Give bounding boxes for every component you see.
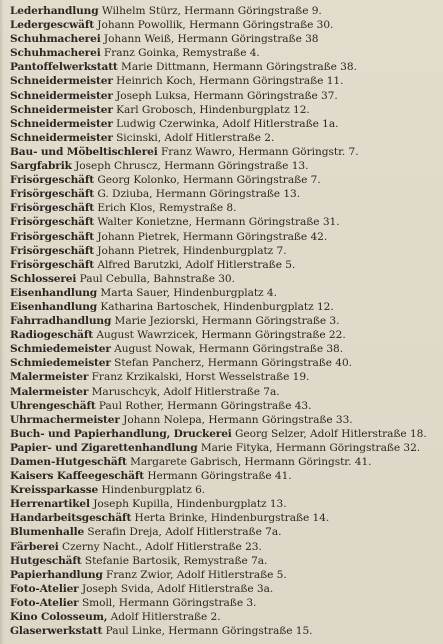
entry-details: Marie Jeziorski, Hermann Göringstraße 3.: [114, 315, 340, 328]
entry-trade: Färberei: [10, 540, 59, 553]
directory-entry: [10, 328, 431, 342]
entry-trade: Uhrengeschäft: [10, 399, 96, 412]
directory-entry: [10, 131, 431, 145]
entry-trade: Schneidermeister: [10, 103, 113, 116]
directory-entry: [10, 540, 431, 554]
directory-entry: [10, 74, 431, 88]
entry-details: Margarete Gabrisch, Hermann Göringstr. 41.: [130, 456, 372, 468]
entry-details: Adolf Hitlerstraße 2.: [110, 611, 221, 624]
entry-details: Marta Sauer, Hindenburgplatz 4.: [100, 286, 277, 299]
entry-details: Marie Dittmann, Hermann Göringstraße 38.: [121, 61, 357, 74]
entry-details: Alfred Barutzki, Adolf Hitlerstraße 5.: [97, 258, 296, 271]
entry-details: Joseph Chruscz, Hermann Göringstraße 13.: [75, 160, 309, 173]
entry-details: Erich Klos, Remystraße 8.: [97, 202, 237, 215]
entry-trade: Schneidermeister: [10, 89, 113, 102]
directory-entry: [10, 230, 431, 244]
entry-trade: Herrenartikel: [10, 498, 90, 511]
entry-trade: Schneidermeister: [10, 131, 113, 144]
entry-details: Sicinski, Adolf Hitlerstraße 2.: [116, 131, 275, 144]
directory-entry: [10, 103, 431, 117]
entry-details: Johann Pietrek, Hermann Göringstraße 42.: [97, 230, 328, 243]
directory-entry: [10, 314, 431, 328]
directory-entry: [10, 117, 431, 131]
entry-details: Walter Konietzne, Hermann Göringstraße 31.: [97, 216, 340, 229]
directory-entry: [10, 32, 431, 46]
entry-trade: Glaserwerkstatt: [10, 625, 103, 638]
entry-details: Joseph Kupilla, Hindenburgplatz 13.: [93, 498, 287, 511]
entry-details: Johann Weiß, Hermann Göringstraße 38: [103, 33, 319, 46]
entry-details: Wilhelm Stürz, Hermann Göringstraße 9.: [101, 5, 322, 17]
entry-details: Franz Goinka, Remystraße 4.: [103, 47, 260, 60]
entry-details: Paul Cebulla, Bahnstraße 30.: [79, 272, 235, 285]
entry-details: Franz Wawro, Hermann Göringstr. 7.: [160, 145, 359, 158]
entry-trade: Pantoffelwerkstatt: [10, 61, 118, 74]
entry-details: Katharina Bartoschek, Hindenburgplatz 12.: [100, 300, 334, 313]
entry-trade: Bau- und Möbeltischlerei: [10, 145, 158, 158]
entry-details: Hindenburgplatz 6.: [101, 484, 206, 497]
entry-details: Stefanie Bartosik, Remystraße 7a.: [84, 554, 268, 567]
directory-entry: [10, 582, 431, 596]
entry-trade: Frisörgeschäft: [10, 230, 95, 243]
entry-details: Karl Grobosch, Hindenburgplatz 12.: [116, 103, 310, 116]
entry-trade: Uhrmachermeister: [10, 413, 120, 426]
directory-entry: [10, 159, 431, 173]
directory-entry: [10, 385, 431, 399]
entry-details: Franz Zwior, Adolf Hitlerstraße 5.: [106, 568, 287, 581]
entry-trade: Papier- und Zigarettenhandlung: [10, 441, 198, 454]
entry-trade: Papierhandlung: [10, 568, 103, 581]
entry-details: Czerny Nacht., Adolf Hitlerstraße 23.: [62, 540, 262, 553]
directory-entry: [10, 300, 431, 314]
entry-trade: Eisenhandlung: [10, 300, 98, 313]
entry-trade: Buch- und Papierhandlung, Druckerei: [10, 427, 232, 440]
directory-entry: [10, 215, 431, 229]
directory-entry: [10, 399, 431, 413]
entry-details: August Wawrzicek, Hermann Göringstraße 22.: [96, 329, 346, 342]
directory-entry: [10, 511, 431, 525]
entry-trade: Frisörgeschäft: [10, 188, 95, 201]
directory-entry: [10, 244, 431, 258]
entry-details: Paul Rother, Hermann Göringstraße 43.: [98, 399, 312, 412]
directory-entry: [10, 568, 431, 582]
entry-trade: Ledergescwäft: [10, 19, 94, 32]
entry-details: Stefan Pancherz, Hermann Göringstraße 40.: [114, 357, 352, 370]
directory-entry: [10, 427, 431, 441]
directory-entry: [10, 272, 431, 286]
entry-trade: Frisörgeschäft: [10, 174, 95, 187]
entry-trade: Schlosserei: [10, 272, 77, 285]
entry-trade: Lederhandlung: [10, 5, 99, 17]
entry-trade: Malermeister: [10, 371, 89, 384]
directory-entry: [10, 441, 431, 455]
entry-details: Marie Fityka, Hermann Göringstraße 32.: [200, 441, 421, 454]
entry-details: Paul Linke, Hermann Göringstraße 15.: [105, 625, 313, 638]
directory-entry: [10, 342, 431, 356]
entry-details: G. Dziuba, Hermann Göringstraße 13.: [97, 188, 301, 201]
entry-trade: Schmiedemeister: [10, 343, 111, 356]
entry-details: Joseph Svida, Adolf Hitlerstraße 3a.: [81, 582, 274, 595]
directory-entry: [10, 187, 431, 201]
entry-trade: Schneidermeister: [10, 117, 113, 130]
entry-details: Georg Kolonko, Hermann Göringstraße 7.: [97, 174, 321, 187]
business-directory-list: [10, 4, 431, 638]
entry-trade: Schuhmacherei: [10, 47, 101, 60]
entry-trade: Kreissparkasse: [10, 484, 99, 497]
entry-details: Hermann Göringstraße 41.: [147, 470, 292, 483]
entry-trade: Kaisers Kaffeegeschäft: [10, 470, 144, 483]
entry-trade: Frisörgeschäft: [10, 216, 95, 229]
directory-entry: [10, 258, 431, 272]
directory-entry: [10, 455, 431, 469]
entry-details: Johann Nolepa, Hermann Göringstraße 33.: [123, 413, 353, 426]
entry-details: August Nowak, Hermann Göringstraße 38.: [114, 343, 344, 356]
directory-entry: [10, 60, 431, 74]
entry-trade: Eisenhandlung: [10, 286, 98, 299]
entry-trade: Malermeister: [10, 385, 89, 398]
directory-entry: [10, 201, 431, 215]
entry-details: Georg Selzer, Adolf Hitlerstraße 18.: [235, 427, 427, 440]
entry-trade: Foto-Atelier: [10, 596, 79, 609]
entry-trade: Frisörgeschäft: [10, 244, 95, 257]
directory-entry: [10, 286, 431, 300]
directory-entry: [10, 610, 431, 624]
directory-entry: [10, 554, 431, 568]
directory-entry: [10, 483, 431, 497]
entry-trade: Schmiedemeister: [10, 357, 111, 370]
directory-entry: [10, 413, 431, 427]
directory-entry: [10, 596, 431, 610]
entry-trade: Kino Colosseum,: [10, 611, 108, 624]
entry-details: Herta Brinke, Hindenburgstraße 14.: [134, 512, 330, 525]
directory-entry: [10, 18, 431, 32]
entry-trade: Handarbeitsgeschäft: [10, 512, 132, 525]
directory-entry: [10, 525, 431, 539]
entry-trade: Schuhmacherei: [10, 33, 101, 46]
directory-entry: [10, 624, 431, 638]
directory-entry: [10, 497, 431, 511]
directory-entry: [10, 356, 431, 370]
entry-trade: Fahrradhandlung: [10, 315, 112, 328]
directory-entry: [10, 145, 431, 159]
entry-details: Heinrich Koch, Hermann Göringstraße 11.: [116, 75, 344, 88]
entry-details: Franz Krzikalski, Horst Wesselstraße 19.: [91, 371, 310, 384]
entry-trade: Radiogeschäft: [10, 329, 94, 342]
directory-entry: [10, 89, 431, 103]
entry-details: Smoll, Hermann Göringstraße 3.: [81, 596, 257, 609]
entry-trade: Frisörgeschäft: [10, 202, 95, 215]
entry-details: Maruschcyk, Adolf Hitlerstraße 7a.: [91, 385, 280, 398]
entry-trade: Damen-Hutgeschäft: [10, 456, 127, 468]
directory-entry: [10, 4, 431, 18]
entry-trade: Frisörgeschäft: [10, 258, 95, 271]
directory-entry: [10, 469, 431, 483]
entry-details: Johann Powollik, Hermann Göringstraße 30.: [97, 19, 334, 32]
entry-details: Ludwig Czerwinka, Adolf Hitlerstraße 1a.: [116, 117, 339, 130]
entry-trade: Sargfabrik: [10, 160, 72, 173]
entry-details: Joseph Luksa, Hermann Göringstraße 37.: [116, 89, 338, 102]
directory-entry: [10, 370, 431, 384]
entry-trade: Foto-Atelier: [10, 582, 79, 595]
entry-details: Johann Pietrek, Hindenburgplatz 7.: [97, 244, 287, 257]
page-edge-shadow: [0, 0, 4, 644]
directory-entry: [10, 173, 431, 187]
entry-trade: Hutgeschäft: [10, 554, 82, 567]
entry-trade: Schneidermeister: [10, 75, 113, 88]
entry-details: Serafin Dreja, Adolf Hitlerstraße 7a.: [87, 526, 282, 539]
entry-trade: Blumenhalle: [10, 526, 85, 539]
directory-entry: [10, 46, 431, 60]
